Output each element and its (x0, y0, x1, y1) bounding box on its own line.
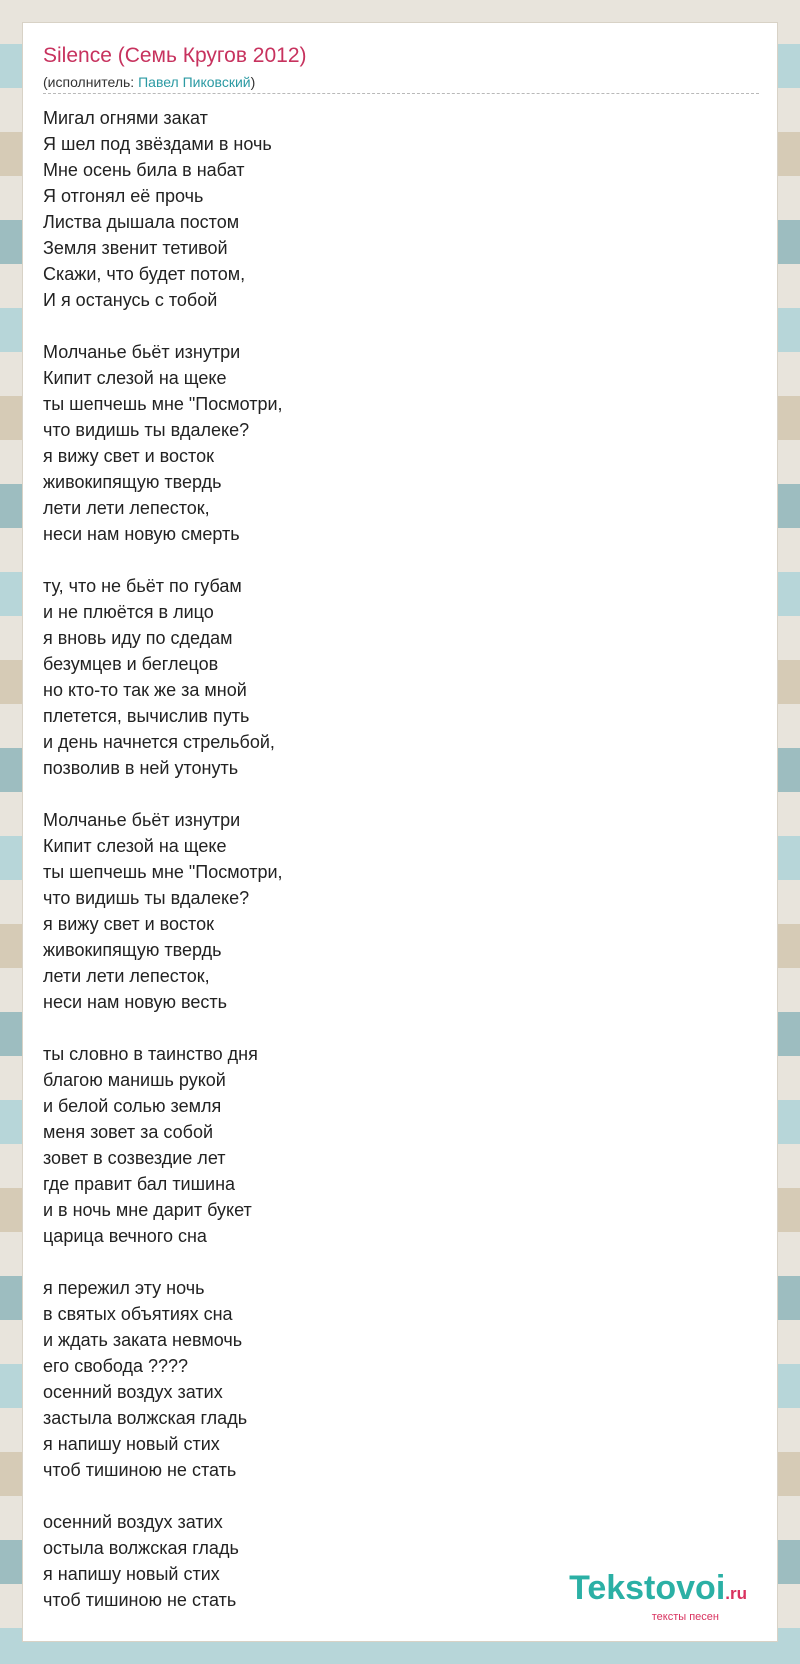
lyric-line: меня зовет за собой (43, 1122, 214, 1142)
lyrics-card (22, 22, 778, 1642)
artist-suffix: ) (250, 74, 256, 90)
lyric-line: остыла волжская гладь (43, 1538, 239, 1558)
lyrics-body (43, 105, 703, 1613)
stanza-break (43, 313, 703, 339)
lyric-line: Я отгонял её прочь (43, 186, 204, 206)
lyric-line: Мне осень била в набат (43, 160, 245, 180)
artist-line (43, 73, 255, 91)
lyric-line: но кто-то так же за мной (43, 680, 247, 700)
lyric-line: ты шепчешь мне "Посмотри, (43, 394, 283, 414)
lyric-line: Я шел под звёздами в ночь (43, 134, 272, 154)
lyric-line: Молчанье бьёт изнутри (43, 810, 241, 830)
lyric-line: И я останусь с тобой (43, 290, 218, 310)
lyric-line: где правит бал тишина (43, 1174, 236, 1194)
lyric-line: в святых объятиях сна (43, 1304, 233, 1324)
lyric-line: чтоб тишиною не стать (43, 1460, 237, 1480)
lyric-line: благою манишь рукой (43, 1070, 226, 1090)
lyric-line: я вновь иду по сдедам (43, 628, 233, 648)
lyric-line: ты словно в таинство дня (43, 1044, 258, 1064)
lyric-line: лети лети лепесток, (43, 498, 210, 518)
lyric-line: живокипящую твердь (43, 472, 222, 492)
stanza-break (43, 1483, 703, 1509)
lyric-line: Молчанье бьёт изнутри (43, 342, 241, 362)
lyric-line: Кипит слезой на щеке (43, 836, 227, 856)
header-divider (43, 93, 759, 94)
logo-tld: .ru (725, 1584, 747, 1603)
lyric-line: я вижу свет и восток (43, 446, 214, 466)
lyric-line: я напишу новый стих (43, 1564, 220, 1584)
stanza-break (43, 781, 703, 807)
stanza-break (43, 1015, 703, 1041)
lyric-line: я напишу новый стих (43, 1434, 220, 1454)
lyric-line: и ждать заката невмочь (43, 1330, 243, 1350)
lyric-line: ту, что не бьёт по губам (43, 576, 242, 596)
artist-link[interactable]: Павел Пиковский (138, 74, 251, 90)
logo-tagline: тексты песен (651, 1611, 719, 1623)
lyric-line: Листва дышала постом (43, 212, 240, 232)
lyric-line: позволив в ней утонуть (43, 758, 239, 778)
lyric-line: я пережил эту ночь (43, 1278, 205, 1298)
lyric-line: неси нам новую весть (43, 992, 227, 1012)
lyric-line: его свобода ???? (43, 1356, 189, 1376)
lyric-line: и не плюётся в лицо (43, 602, 214, 622)
lyric-line: ты шепчешь мне "Посмотри, (43, 862, 283, 882)
logo-main-text: Tekstovoi (569, 1569, 726, 1607)
song-title: Silence (Семь Кругов 2012) (43, 44, 307, 67)
lyric-line: безумцев и беглецов (43, 654, 219, 674)
lyric-line: Мигал огнями закат (43, 108, 208, 128)
lyric-line: и день начнется стрельбой, (43, 732, 275, 752)
lyric-line: осенний воздух затих (43, 1512, 223, 1532)
lyric-line: неси нам новую смерть (43, 524, 240, 544)
lyric-line: осенний воздух затих (43, 1382, 223, 1402)
stanza-break (43, 1249, 703, 1275)
stanza-break (43, 547, 703, 573)
lyric-line: застыла волжская гладь (43, 1408, 248, 1428)
lyric-line: что видишь ты вдалеке? (43, 420, 250, 440)
lyric-line: я вижу свет и восток (43, 914, 214, 934)
site-logo[interactable] (569, 1571, 747, 1623)
lyric-line: лети лети лепесток, (43, 966, 210, 986)
lyric-line: зовет в созвездие лет (43, 1148, 226, 1168)
lyric-line: Скажи, что будет потом, (43, 264, 246, 284)
lyric-line: царица вечного сна (43, 1226, 207, 1246)
lyric-line: чтоб тишиною не стать (43, 1590, 237, 1610)
lyric-line: и белой солью земля (43, 1096, 222, 1116)
artist-prefix: (исполнитель: (43, 74, 139, 90)
lyric-line: и в ночь мне дарит букет (43, 1200, 252, 1220)
lyric-line: что видишь ты вдалеке? (43, 888, 250, 908)
lyric-line: Кипит слезой на щеке (43, 368, 227, 388)
logo-wordmark (569, 1571, 747, 1611)
lyric-line: Земля звенит тетивой (43, 238, 228, 258)
lyric-line: живокипящую твердь (43, 940, 222, 960)
lyric-line: плетется, вычислив путь (43, 706, 250, 726)
